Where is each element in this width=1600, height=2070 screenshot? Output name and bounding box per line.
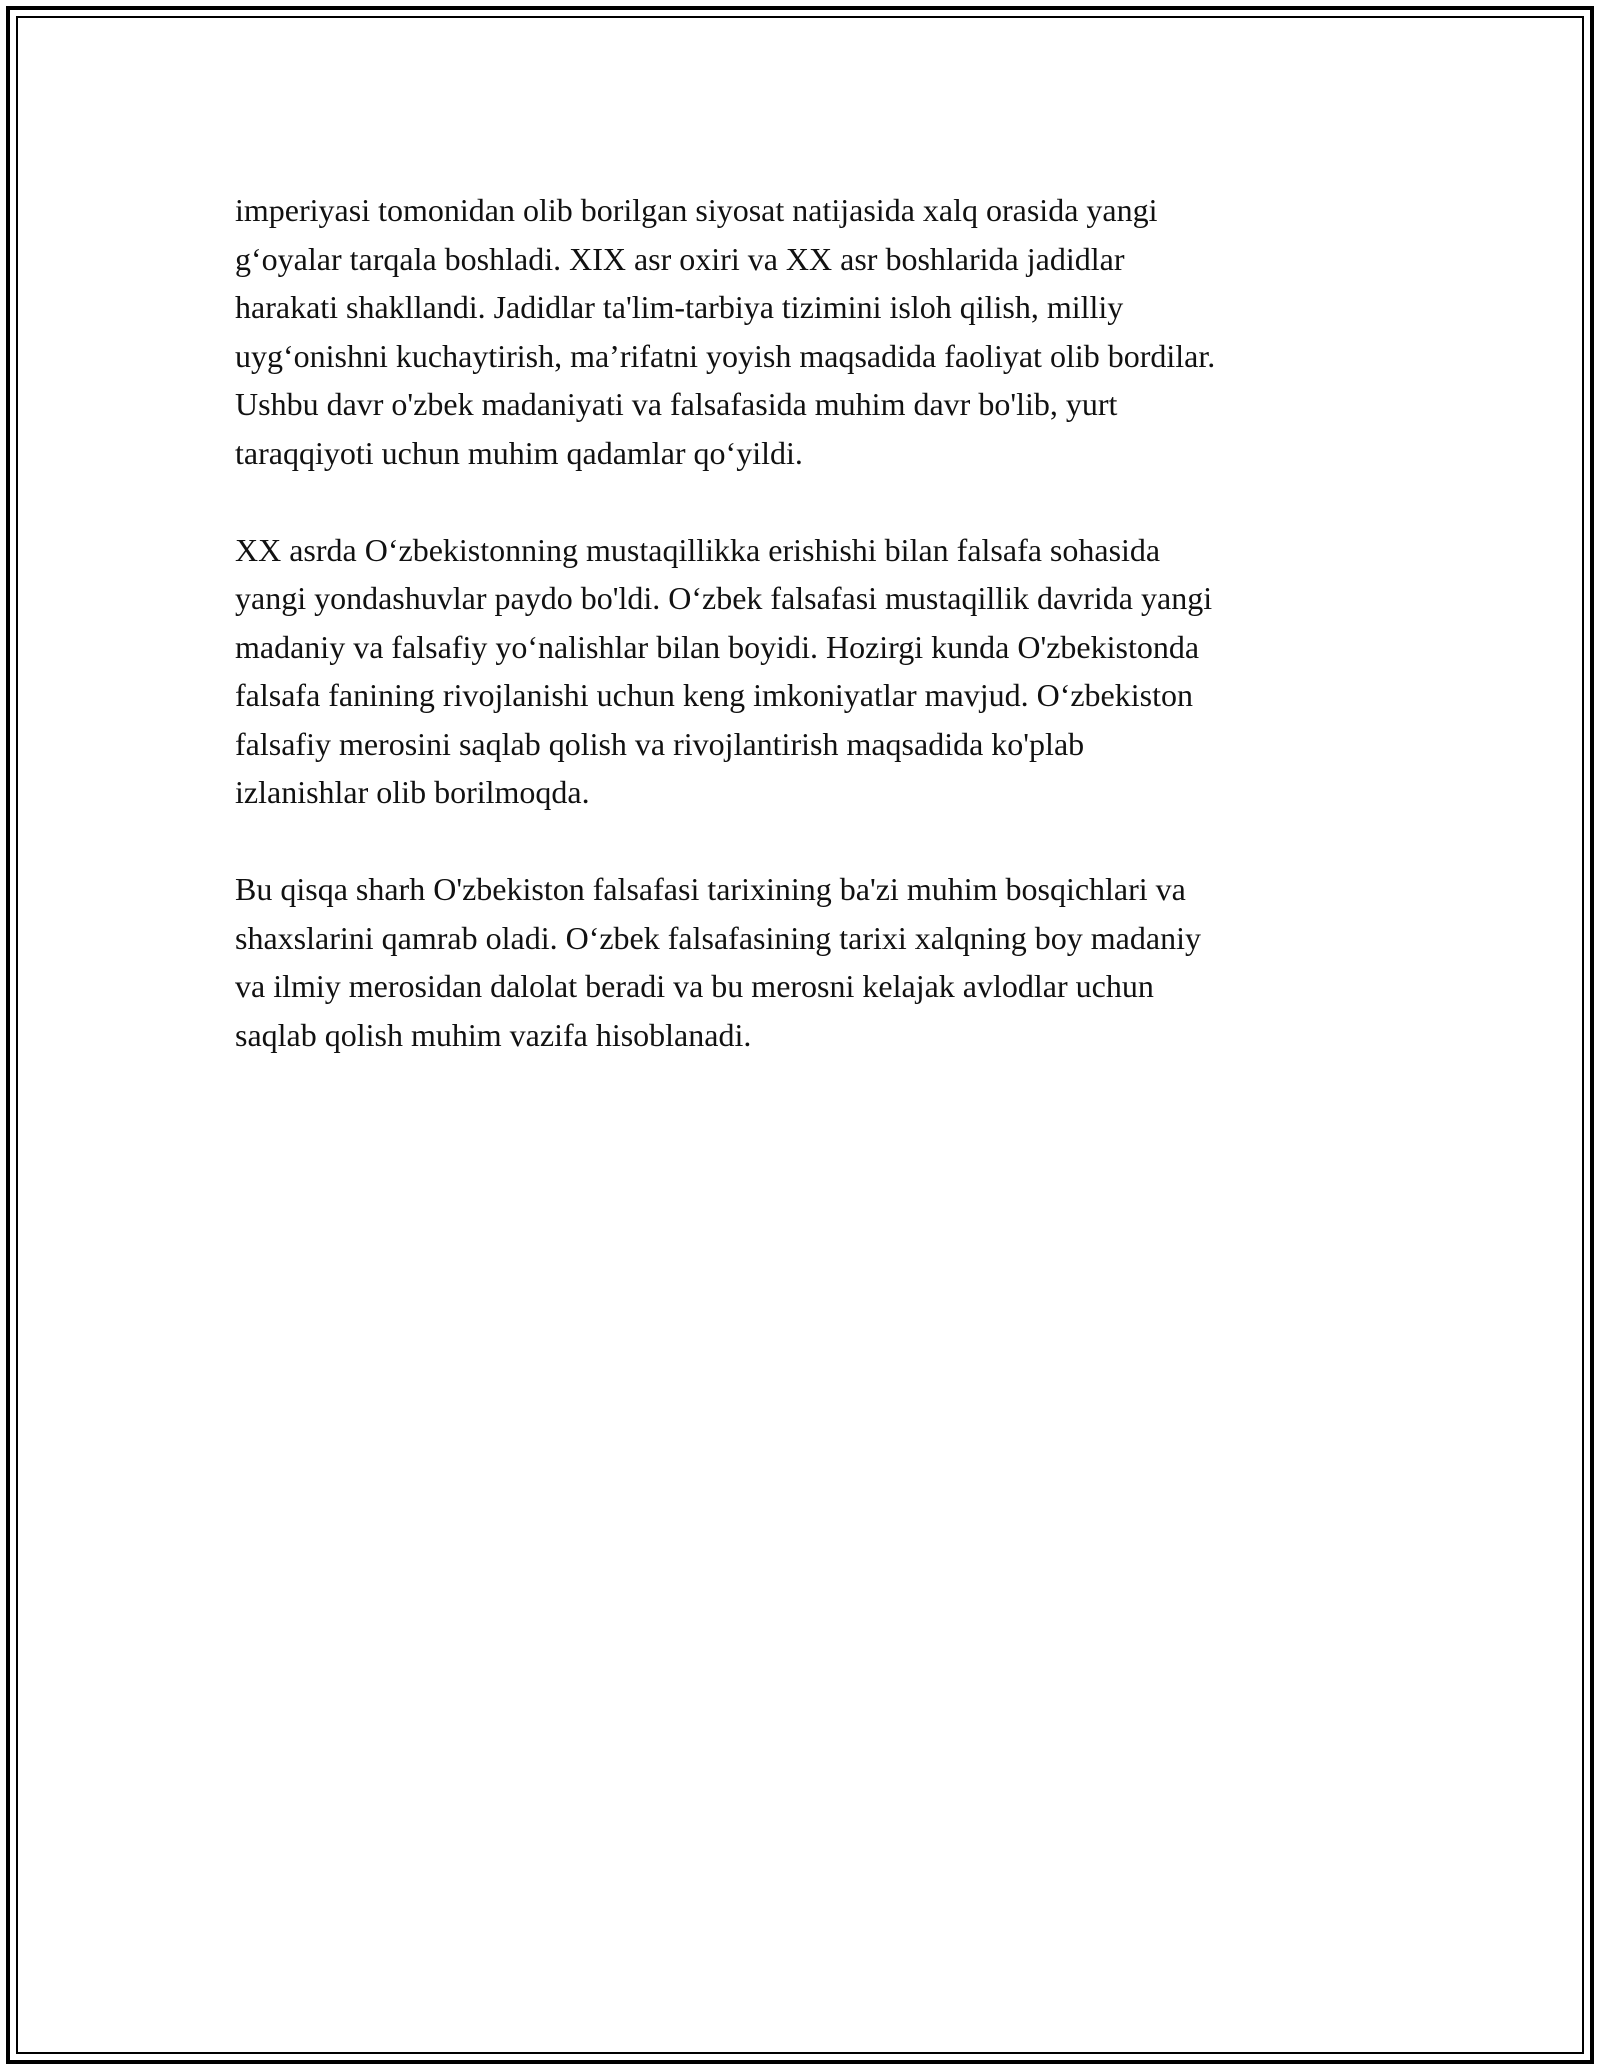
text-line: harakati shakllandi. Jadidlar ta'lim-tarbiya tizimini isloh qilish, milliy xyxy=(235,289,1124,325)
paragraph-2 xyxy=(235,526,1385,817)
text-line: taraqqiyoti uchun muhim qadamlar qo‘yildi. xyxy=(235,434,803,471)
text-line: XX asrda O‘zbekistonning mustaqillikka erishishi bilan falsafa sohasida xyxy=(235,531,1161,568)
text-line: imperiyasi tomonidan olib borilgan siyosat natijasida xalq orasida yangi xyxy=(235,192,1158,228)
text-line: Ushbu davr o'zbek madaniyati va falsafasida muhim davr bo'lib, yurt xyxy=(235,386,1118,422)
text-line: falsafa fanining rivojlanishi uchun keng imkoniyatlar mavjud. O‘zbekiston xyxy=(235,677,1193,713)
text-line: shaxslarini qamrab oladi. O‘zbek falsafasining tarixi xalqning boy madaniy xyxy=(235,919,1201,956)
text-line: Bu qisqa sharh O'zbekiston falsafasi tarixining ba'zi muhim bosqichlari va xyxy=(235,871,1186,907)
text-line: falsafiy merosini saqlab qolish va rivojlantirish maqsadida ko'plab xyxy=(235,725,1085,762)
document-body xyxy=(235,186,1385,1108)
text-line: saqlab qolish muhim vazifa hisoblanadi. xyxy=(235,1016,752,1053)
text-line: madaniy va falsafiy yo‘nalishlar bilan boyidi. Hozirgi kunda O'zbekistonda xyxy=(235,628,1200,665)
text-line: izlanishlar olib borilmoqda. xyxy=(235,774,590,810)
paragraph-1 xyxy=(235,186,1385,477)
text-line: uyg‘onishni kuchaytirish, ma’rifatni yoyish maqsadida faoliyat olib bordilar. xyxy=(235,337,1216,374)
text-line: yangi yondashuvlar paydo bo'ldi. O‘zbek falsafasi mustaqillik davrida yangi xyxy=(235,580,1213,616)
text-line: va ilmiy merosidan dalolat beradi va bu merosni kelajak avlodlar uchun xyxy=(235,968,1154,1004)
paragraph-3 xyxy=(235,865,1385,1059)
text-line: g‘oyalar tarqala boshladi. XIX asr oxiri va XX asr boshlarida jadidlar xyxy=(235,240,1125,277)
